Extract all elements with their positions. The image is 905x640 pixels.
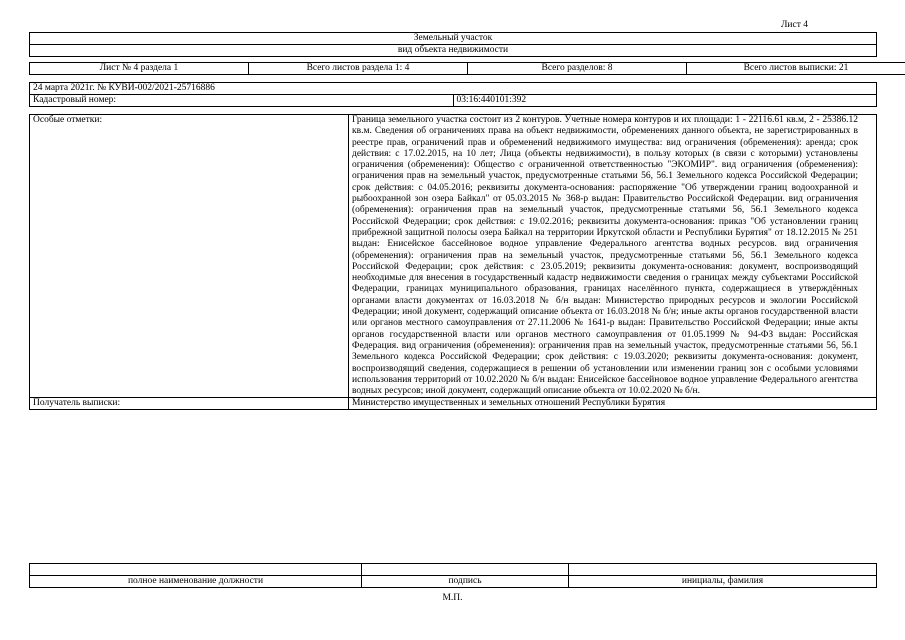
object-type-table bbox=[29, 32, 877, 57]
recipient-label: Получатель выписки: bbox=[30, 398, 349, 410]
stamp-placeholder: М.П. bbox=[442, 593, 463, 603]
date-number: 24 марта 2021г. № КУВИ-002/2021-25716886 bbox=[30, 83, 877, 95]
section-sheet: Лист № 4 раздела 1 bbox=[30, 63, 249, 75]
record-table bbox=[29, 82, 877, 107]
signature-caption: подпись bbox=[362, 576, 569, 588]
position-cell bbox=[30, 564, 362, 576]
position-caption: полное наименование должности bbox=[30, 576, 362, 588]
cadastral-number: 03:16:440101:392 bbox=[453, 95, 877, 107]
sections-total: Всего разделов: 8 bbox=[468, 63, 687, 75]
object-type-caption: вид объекта недвижимости bbox=[30, 45, 877, 57]
name-cell bbox=[569, 564, 877, 576]
name-caption: инициалы, фамилия bbox=[569, 576, 877, 588]
recipient-value: Министерство имущественных и земельных отношений Республики Бурятия bbox=[349, 398, 877, 410]
signature-cell bbox=[362, 564, 569, 576]
section-sheets-total: Всего листов раздела 1: 4 bbox=[249, 63, 468, 75]
special-marks-label: Особые отметки: bbox=[30, 115, 349, 398]
special-marks-table bbox=[29, 114, 877, 410]
sheet-info-table bbox=[29, 62, 905, 75]
extract-sheets-total: Всего листов выписки: 21 bbox=[687, 63, 905, 75]
cadastral-label: Кадастровый номер: bbox=[30, 95, 454, 107]
signature-table bbox=[29, 563, 877, 588]
sheet-label: Лист 4 bbox=[780, 20, 808, 30]
special-marks-text: Граница земельного участка состоит из 2 контуров. Учетные номера контуров и их площади: 1 - 22116.61 кв.м, 2 - 25386.12 кв.м. Сведения об ограничениях права на объект недвижимости, обременениях данного объекта, не зарегистрированных в реестре прав, ограничений прав и обременений недвижимого имущества: вид ограничения (обременения): аренда; срок действия: с 17.02.2015, на 10 лет; Лица (объекты недвижимости), в пользу которых (в связи с которыми) установлены ограничения (обременения): Общество с ограниченной ответственностью "ЭКОМИР". вид ограничения (обременения): ограничения прав на земельный участок, предусмотренные статьями 56, 56.1 Земельного кодекса Российской Федерации; срок действия: с 04.05.2016; реквизиты документа-основания: распоряжение "Об утверждении границ водоохранной и рыбоохранной зон озера Байкал" от 05.03.2015 № 368-р выдан: Правительство Российской Федерации. вид ограничения (обременения): ограничения прав на земельный участок, предусмотренные статьями 56, 56.1 Земельного кодекса Российской Федерации; срок действия: с 19.02.2016; реквизиты документа-основания: приказ "Об установлении границ прибрежной защитной полосы озера Байкал на территории Иркутской области и Республики Бурятия" от 18.12.2015 № 251 выдан: Енисейское бассейновое водное управление Федерального агентства водных ресурсов. вид ограничения (обременения): ограничения прав на земельный участок, предусмотренные статьями 56, 56.1 Земельного кодекса Российской Федерации; срок действия: с 23.05.2019; реквизиты документа-основания: документ, воспроизводящий необходимые для внесения в государственный кадастр недвижимости сведения о границах между субъектами Российской Федерации, границах муниципального образования, границах населённого пункта, содержащиеся в утверждённых органами власти документах от 16.03.2018 № б/н выдан: Министерство природных ресурсов и экологии Российской Федерации; иной документ, содержащий описание объекта от 16.03.2018 № б/н; иные акты органов государственной власти или органов местного самоуправления от 27.11.2006 № 1641-р выдан: Правительство Российской Федерации; иные акты органов государственной власти или органов местного самоуправления от 01.05.1999 № 94-ФЗ выдан: Российская Федерация. вид ограничения (обременения): ограничения прав на земельный участок, предусмотренные статьями 56, 56.1 Земельного кодекса Российской Федерации; срок действия: с 19.03.2020; реквизиты документа-основания: документ, воспроизводящий сведения, содержащиеся в решении об установлении или изменении границ зон с особыми условиями использования территорий от 10.02.2020 № б/н выдан: Енисейское бассейновое водное управление Федерального агентства водных ресурсов; иной документ, содержащий описание объекта от 10.02.2020 № б/н. bbox=[349, 115, 877, 398]
object-name: Земельный участок bbox=[30, 33, 877, 45]
